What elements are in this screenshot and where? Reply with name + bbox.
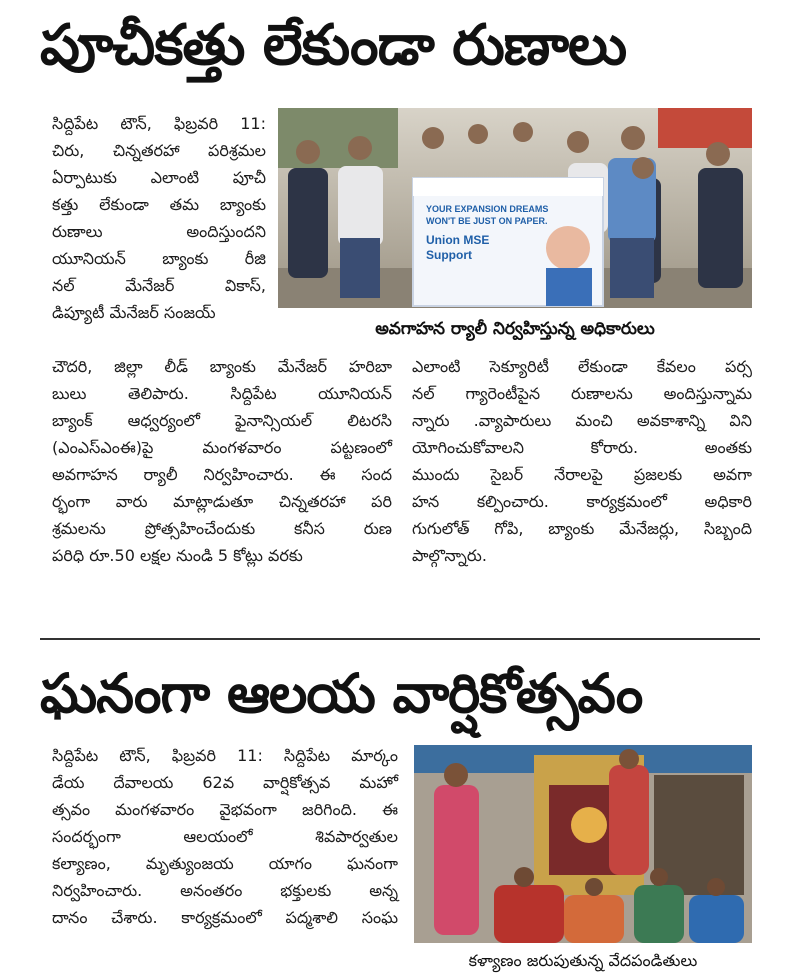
banner-line1: YOUR EXPANSION DREAMS xyxy=(426,204,549,214)
banner-brand: Union MSE xyxy=(426,233,490,247)
text-line: కల్యాణం, మృత్యుంజయ యాగం ఘనంగా xyxy=(52,854,398,873)
article1-column-middle xyxy=(52,353,392,569)
text-line: హన కల్పించారు. కార్యక్రమంలో అధికారి xyxy=(412,492,752,511)
text-line: ర్భంగా వారు మాట్లాడుతూ చిన్నతరహా పరి xyxy=(52,492,392,511)
text-line: బ్యాంక్ ఆధ్వర్యంలో ఫైనాన్సియల్ లిటరసి xyxy=(52,411,392,430)
article2-photo-caption: కళ్యాణం జరుపుతున్న వేదపండితులు xyxy=(468,951,698,970)
text-line: నల్ గ్యారెంటీపైన రుణాలను అందిస్తున్నామ xyxy=(412,384,752,403)
text-line: ఏర్పాటుకు ఎలాంటి పూచీ xyxy=(52,168,266,187)
text-line: (ఎంఎస్‌ఎంఈ)పై మంగళవారం పట్టణంలో xyxy=(52,438,392,457)
article1-column-left xyxy=(52,110,266,326)
text-line: నిర్వహించారు. అనంతరం భక్తులకు అన్న xyxy=(52,881,398,900)
text-line: న్నారు .వ్యాపారులు మంచి అవకాశాన్ని విని xyxy=(412,411,752,430)
text-line: యోగించుకోవాలని కోరారు. అంతకు xyxy=(412,438,752,457)
text-line: సిద్దిపేట టౌన్, ఫిబ్రవరి 11: సిద్దిపేట మార్కం xyxy=(52,746,398,765)
text-line: సిద్దిపేట టౌన్, ఫిబ్రవరి 11: xyxy=(52,114,266,133)
article2-body xyxy=(52,742,398,931)
text-line: ముందు సైబర్ నేరాలపై ప్రజలకు అవగా xyxy=(412,465,752,484)
text-line: పరిధి రూ.50 లక్షల నుండి 5 కోట్లు వరకు xyxy=(52,546,303,565)
article2-headline: ఘనంగా ఆలయ వార్షికోత్సవం xyxy=(40,662,643,725)
text-line: కత్తు లేకుండా తమ బ్యాంకు xyxy=(52,195,266,214)
text-line: సందర్భంగా ఆలయంలో శివపార్వతుల xyxy=(52,827,398,846)
article-divider xyxy=(40,638,760,640)
text-line: యూనియన్ బ్యాంకు రీజి xyxy=(52,249,266,268)
text-line: డేయ దేవాలయ 62వ వార్షికోత్సవ మహో xyxy=(52,773,398,792)
article1-photo xyxy=(278,108,752,308)
text-line: బులు తెలిపారు. సిద్దిపేట యూనియన్ xyxy=(52,384,392,403)
text-line: గుగులోత్ గోపి, బ్యాంకు మేనేజర్లు, సిబ్బంది xyxy=(412,519,752,538)
text-line: నల్ మేనేజర్ వికాస్, xyxy=(52,276,266,295)
temple-photo-illustration xyxy=(414,745,752,943)
banner-sub: Support xyxy=(426,248,472,262)
text-line: చిరు, చిన్నతరహా పరిశ్రమల xyxy=(52,141,266,160)
article1-column-right xyxy=(412,353,752,569)
text-line: రుణాలు అందిస్తుందని xyxy=(52,222,266,241)
article2-photo xyxy=(414,745,752,943)
text-line: అవగాహన ర్యాలీ నిర్వహించారు. ఈ సంద xyxy=(52,465,392,484)
text-line: ఎలాంటి సెక్యూరిటీ లేకుండా కేవలం పర్స xyxy=(412,357,752,376)
text-line: డిప్యూటీ మేనేజర్ సంజయ్ xyxy=(52,303,216,322)
text-line: చౌదరి, జిల్లా లీడ్ బ్యాంకు మేనేజర్ హరిబా xyxy=(52,357,392,376)
text-line: దానం చేశారు. కార్యక్రమంలో పద్మశాలి సంఘ xyxy=(52,908,398,927)
text-line: పాల్గొన్నారు. xyxy=(412,546,487,565)
article1-photo-caption: అవగాహన ర్యాలీ నిర్వహిస్తున్న అధికారులు xyxy=(375,319,655,339)
banner-line2: WON'T BE JUST ON PAPER. xyxy=(426,216,548,226)
text-line: శ్రమలను ప్రోత్సహించేందుకు కనీస రుణ xyxy=(52,519,392,538)
article1-headline: పూచీకత్తు లేకుండా రుణాలు xyxy=(40,13,627,78)
text-line: త్సవం మంగళవారం వైభవంగా జరిగింది. ఈ xyxy=(52,800,398,819)
